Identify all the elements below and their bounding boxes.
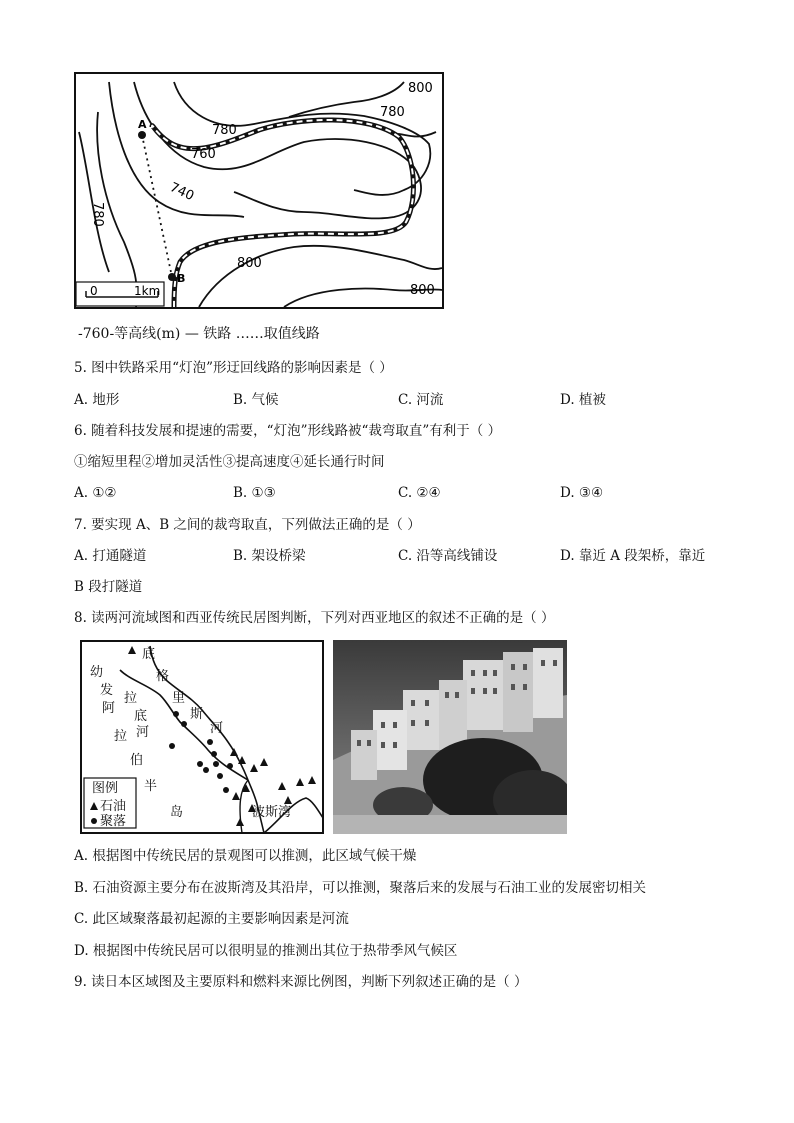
legend-settlement: 聚落 [100,814,127,829]
question-9-stem: 9. 读日本区域图及主要原料和燃料来源比例图，判断下列叙述正确的是（ ） [74,974,528,990]
traditional-dwelling-photo [333,640,567,834]
map-label-arabia-2: 拉 [114,729,128,744]
settlement-icon [91,818,97,824]
map-label-arabia-5: 岛 [170,805,184,820]
question-6-stem: 6. 随着科技发展和提速的需要，“灯泡”形线路被“裁弯取直”有利于（ ） [74,423,502,439]
contour-label: 800 [410,283,435,298]
contour-label: 740 [167,180,197,205]
map-label-arabia-4: 半 [144,779,158,794]
scale-start: 0 [90,284,98,298]
contour-label: 760 [191,147,216,162]
two-river-basin-map [80,640,324,834]
q6-option-a: A. ①② [74,485,117,501]
contour-label: 780 [90,202,105,227]
q8-option-a: A. 根据图中传统民居的景观图可以推测，此区域气候干燥 [74,848,417,864]
q5-option-b: B. 气候 [233,392,279,408]
contour-label: 800 [237,256,262,271]
q7-option-d: D. 靠近 A 段架桥，靠近 [560,548,706,564]
map-label-tigris-2: 格 [156,669,170,684]
figure1-legend: -760-等高线(m) — 铁路 ……取值线路 [78,326,320,342]
q7-option-c: C. 沿等高线铺设 [398,548,498,564]
map-label-persian-gulf: 波斯湾 [252,805,292,820]
q6-option-c: C. ②④ [398,485,441,501]
map-label-euphrates-2: 发 [100,683,114,698]
point-a-marker [138,131,146,139]
map-label-euphrates-1: 幼 [90,665,104,680]
question-6-items: ①缩短里程②增加灵活性③提高速度④延长通行时间 [74,454,385,470]
point-b-label: B [177,272,186,285]
q6-option-b: B. ①③ [233,485,276,501]
q7-option-a: A. 打通隧道 [74,548,147,564]
point-b-marker [168,273,176,281]
map-label-tigris-1: 底 [142,647,156,662]
q8-option-b: B. 石油资源主要分布在波斯湾及其沿岸，可以推测，聚落后来的发展与石油工业的发展密切相关 [74,880,647,896]
q5-option-a: A. 地形 [74,392,120,408]
question-5-stem: 5. 图中铁路采用“灯泡”形迂回线路的影响因素是（ ） [74,360,393,376]
map-label-euphrates-5: 河 [136,725,150,740]
map-label-tigris-4: 斯 [190,707,204,722]
map-legend [84,778,136,829]
map-label-arabia-3: 伯 [130,753,144,768]
question-7-stem: 7. 要实现 A、B 之间的裁弯取直，下列做法正确的是（ ） [74,517,421,533]
map-label-euphrates-3: 拉 [124,691,138,706]
q5-option-d: D. 植被 [560,392,606,408]
contour-label: 780 [212,123,237,138]
q7-option-d-continuation: B 段打隧道 [74,579,143,595]
q8-option-c: C. 此区域聚落最初起源的主要影响因素是河流 [74,911,349,927]
map-label-tigris-5: 河 [210,721,224,736]
scale-end: 1km [134,284,161,298]
contour-label: 800 [408,81,433,96]
q6-option-d: D. ③④ [560,485,604,501]
contour-label: 780 [380,105,405,120]
legend-title: 图例 [92,781,119,796]
map-label-tigris-3: 里 [172,691,186,706]
map-label-arabia-1: 阿 [102,701,116,716]
q7-option-b: B. 架设桥梁 [233,548,306,564]
map-label-euphrates-4: 底 [134,709,148,724]
legend-oil: 石油 [100,799,127,814]
contour-map [74,72,446,310]
q8-option-d: D. 根据图中传统民居可以很明显的推测出其位于热带季风气候区 [74,943,458,959]
q5-option-c: C. 河流 [398,392,444,408]
question-8-stem: 8. 读两河流域图和西亚传统民居图判断，下列对西亚地区的叙述不正确的是（ ） [74,610,555,626]
point-a-label: A [138,118,147,131]
